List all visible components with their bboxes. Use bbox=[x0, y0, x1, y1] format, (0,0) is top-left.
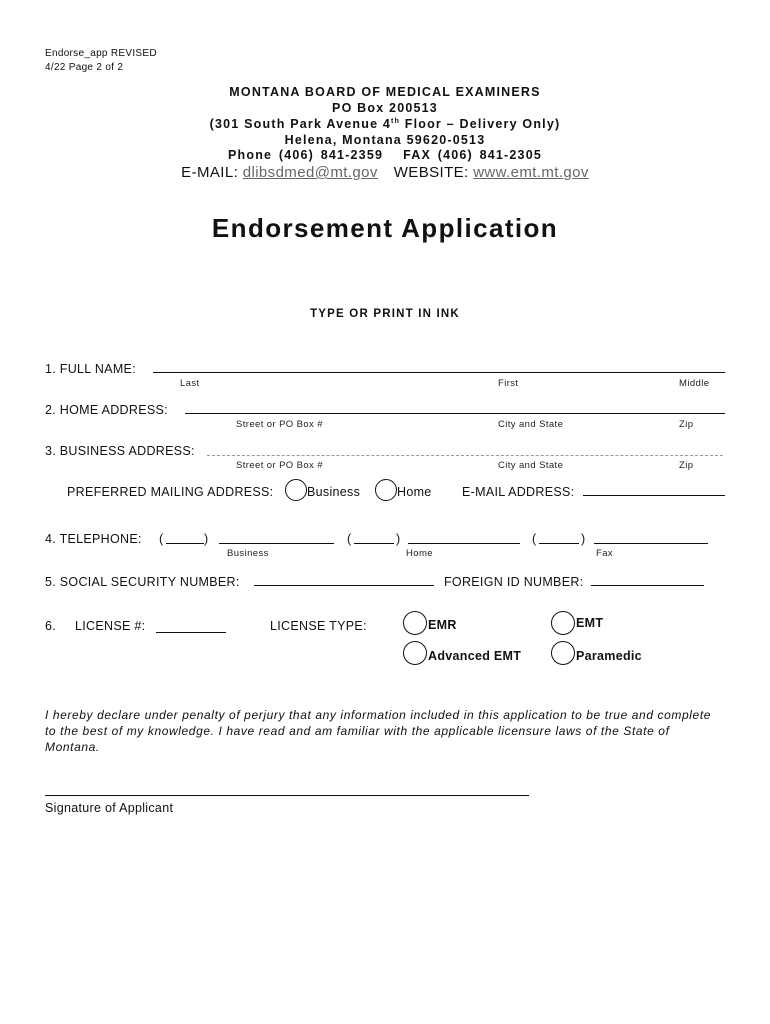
home-address-sub-zip: Zip bbox=[679, 419, 694, 430]
license-emr-radio[interactable] bbox=[403, 611, 427, 635]
license-aemt-radio[interactable] bbox=[403, 641, 427, 665]
license-type-label: LICENSE TYPE: bbox=[270, 619, 367, 633]
org-phone-fax bbox=[0, 148, 770, 162]
home-address-sub-street: Street or PO Box # bbox=[236, 419, 323, 430]
org-po-box: PO Box 200513 bbox=[332, 101, 438, 115]
ssn-label: 5. SOCIAL SECURITY NUMBER: bbox=[45, 575, 240, 589]
email-link[interactable]: dlibsdmed@mt.gov bbox=[242, 164, 378, 181]
license-paramedic-radio[interactable] bbox=[551, 641, 575, 665]
home-address-sub-city: City and State bbox=[498, 419, 564, 430]
full-name-sub-middle: Middle bbox=[679, 378, 710, 389]
business-address-field[interactable] bbox=[207, 455, 723, 456]
phone-fax-paren-open: ( bbox=[532, 532, 537, 546]
phone-sub-home: Home bbox=[406, 548, 433, 559]
email-address-label: E-MAIL ADDRESS: bbox=[462, 485, 575, 499]
org-email-website: E-MAIL: dlibsdmed@mt.gov WEBSITE: www.emt.mt.gov bbox=[181, 164, 589, 181]
full-name-field[interactable] bbox=[153, 372, 725, 373]
mailing-business-radio[interactable] bbox=[285, 479, 307, 501]
license-aemt-label: Advanced EMT bbox=[428, 649, 522, 663]
declaration-text: I hereby declare under penalty of perjury that any information included in this application to be true and complete to the best of my knowledge. I have read and am familiar with the applicable licensure laws of the State of Montana. bbox=[45, 708, 712, 754]
ssn-field[interactable] bbox=[254, 585, 434, 586]
business-address-label: 3. BUSINESS ADDRESS: bbox=[45, 444, 195, 458]
phone-sub-fax: Fax bbox=[596, 548, 614, 559]
phone-home-paren-close: ) bbox=[396, 532, 401, 546]
org-street-address: (301 South Park Avenue 4th Floor – Delivery Only) bbox=[209, 117, 561, 131]
business-address-sub-street: Street or PO Box # bbox=[236, 460, 323, 471]
signature-field[interactable] bbox=[45, 795, 529, 796]
phone-home-number[interactable] bbox=[408, 543, 520, 544]
signature-label: Signature of Applicant bbox=[45, 801, 174, 815]
website-link[interactable]: www.emt.mt.gov bbox=[473, 164, 589, 181]
phone-fax-paren-close: ) bbox=[581, 532, 586, 546]
license-number-field[interactable] bbox=[156, 632, 226, 633]
mailing-label: PREFERRED MAILING ADDRESS: bbox=[67, 485, 274, 499]
org-city: Helena, Montana 59620-0513 bbox=[284, 133, 486, 147]
license-number-label: LICENSE #: bbox=[75, 619, 146, 633]
telephone-label: 4. TELEPHONE: bbox=[45, 532, 142, 546]
page-info: 4/22 Page 2 of 2 bbox=[45, 62, 124, 73]
business-address-sub-city: City and State bbox=[498, 460, 564, 471]
home-address-field[interactable] bbox=[185, 413, 725, 414]
phone-home-paren-open: ( bbox=[347, 532, 352, 546]
phone-business-area-code[interactable] bbox=[166, 543, 204, 544]
phone-fax-number[interactable] bbox=[594, 543, 708, 544]
mailing-home-label: Home bbox=[397, 485, 432, 499]
org-fax: FAX (406) 841-2305 bbox=[403, 148, 543, 162]
email-address-field[interactable] bbox=[583, 495, 725, 496]
foreign-id-field[interactable] bbox=[591, 585, 704, 586]
org-name: MONTANA BOARD OF MEDICAL EXAMINERS bbox=[229, 85, 541, 99]
mailing-business-label: Business bbox=[307, 485, 361, 499]
license-emr-label: EMR bbox=[428, 618, 457, 632]
full-name-sub-first: First bbox=[498, 378, 519, 389]
phone-business-paren-open: ( bbox=[159, 532, 164, 546]
license-emt-radio[interactable] bbox=[551, 611, 575, 635]
form-title: Endorsement Application bbox=[211, 213, 559, 243]
license-paramedic-label: Paramedic bbox=[576, 649, 642, 663]
full-name-label: 1. FULL NAME: bbox=[45, 362, 136, 376]
phone-business-paren-close: ) bbox=[204, 532, 209, 546]
form-instruction: TYPE OR PRINT IN INK bbox=[310, 308, 460, 320]
home-address-label: 2. HOME ADDRESS: bbox=[45, 403, 168, 417]
license-emt-label: EMT bbox=[576, 616, 604, 630]
phone-sub-business: Business bbox=[227, 548, 269, 559]
foreign-id-label: FOREIGN ID NUMBER: bbox=[444, 575, 584, 589]
license-number-prefix: 6. bbox=[45, 619, 57, 633]
business-address-sub-zip: Zip bbox=[679, 460, 694, 471]
phone-home-area-code[interactable] bbox=[354, 543, 394, 544]
org-phone: Phone (406) 841-2359 bbox=[227, 148, 384, 162]
document-id: Endorse_app REVISED bbox=[45, 48, 157, 59]
phone-fax-area-code[interactable] bbox=[539, 543, 579, 544]
phone-business-number[interactable] bbox=[219, 543, 334, 544]
mailing-home-radio[interactable] bbox=[375, 479, 397, 501]
full-name-sub-last: Last bbox=[180, 378, 200, 389]
